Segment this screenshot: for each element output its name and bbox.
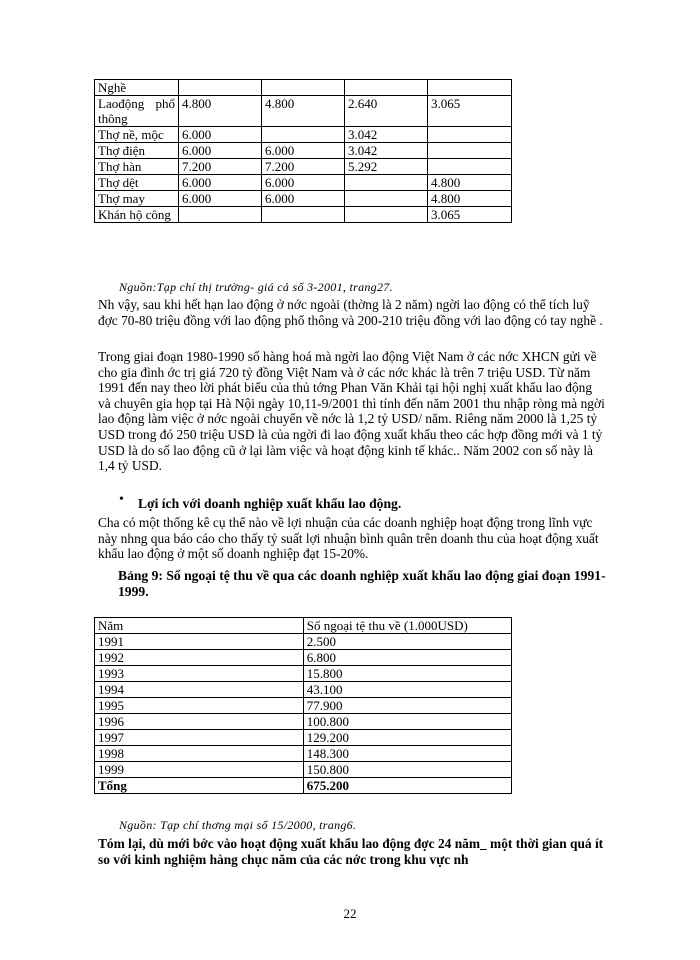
table2-title: Bảng 9: Số ngoại tệ thu về qua các doanh nghiệp xuất khẩu lao động giai đoạn 1991-1999. [118, 568, 606, 599]
paragraph-remittances: Trong giai đoạn 1980-1990 số hàng hoá mà ngời lao động Việt Nam ở các nớc XHCN gửi về cho gia đình ớc trị giá 720 tỷ đồng Việt Nam và ở các nớc khác là trên 7 triệu USD. Từ năm 1991 đến nay theo lời phát biểu của thủ tớng Phan Văn Khải tại hội nghị xuất khẩu lao động và chuyên gia họp tại Hà Nội ngày 10,11-9/2001 thì tính đến năm 2001 thu nhập ròng mà ngời lao động làm việc ở nớc ngoài chuyển về nớc là 1,2 tỷ USD/ năm. Riêng năm 2000 là 1,25 tỷ USD trong đó 250 triệu USD là của ngời đi lao động xuất khẩu theo các hợp đồng mới và 1 tỷ USD là do số lao động cũ ở lại làm việc và hoạt động kinh tế khác.. Năm 2002 con số này là 1,4 tỷ USD. [98, 349, 605, 474]
value-cell: 3.042 [345, 127, 428, 143]
value-cell: 6.000 [179, 175, 262, 191]
amount-cell: 43.100 [303, 682, 511, 698]
value-cell [345, 191, 428, 207]
value-cell: 6.000 [179, 191, 262, 207]
year-cell: 1996 [95, 714, 304, 730]
occupation-wage-table [94, 79, 512, 223]
occupation-cell: Nghề [95, 80, 179, 96]
table-row [95, 682, 512, 698]
value-cell: 3.065 [428, 96, 512, 127]
year-cell: 1995 [95, 698, 304, 714]
occupation-cell: Laođộng phổ thông [95, 96, 179, 127]
table-header-row [95, 618, 512, 634]
year-cell: 1992 [95, 650, 304, 666]
year-cell: Năm [95, 618, 304, 634]
year-cell: Tổng [95, 778, 304, 794]
value-cell: 7.200 [179, 159, 262, 175]
occupation-cell: Thợ dệt [95, 175, 179, 191]
year-cell: 1994 [95, 682, 304, 698]
value-cell: 3.065 [428, 207, 512, 223]
value-cell [262, 207, 345, 223]
amount-cell: Số ngoại tệ thu về (1.000USD) [303, 618, 511, 634]
year-cell: 1997 [95, 730, 304, 746]
table-row [95, 666, 512, 682]
table-row [95, 175, 512, 191]
amount-cell: 6.800 [303, 650, 511, 666]
value-cell: 6.000 [179, 143, 262, 159]
value-cell [428, 127, 512, 143]
paragraph-savings: Nh vậy, sau khi hết hạn lao động ở nớc ngoài (thờng là 2 năm) ngời lao động có thể tích luỹ đợc 70-80 triệu đồng với lao động phổ thông và 200-210 triệu đồng với lao động có tay nghề . [98, 297, 603, 328]
occupation-cell: Thợ hàn [95, 159, 179, 175]
value-cell: 4.800 [179, 96, 262, 127]
occupation-cell: Khán hộ công [95, 207, 179, 223]
year-cell: 1991 [95, 634, 304, 650]
table-row [95, 191, 512, 207]
value-cell [179, 80, 262, 96]
table-row [95, 80, 512, 96]
page-number: 22 [343, 906, 357, 921]
table-row [95, 746, 512, 762]
table-row [95, 127, 512, 143]
amount-cell: 150.800 [303, 762, 511, 778]
occupation-cell: Thợ may [95, 191, 179, 207]
value-cell [345, 207, 428, 223]
amount-cell: 675.200 [303, 778, 511, 794]
foreign-currency-table [94, 617, 512, 794]
value-cell [345, 175, 428, 191]
value-cell [262, 127, 345, 143]
year-cell: 1998 [95, 746, 304, 762]
year-cell: 1999 [95, 762, 304, 778]
value-cell [262, 80, 345, 96]
occupation-cell: Thợ nề, mộc [95, 127, 179, 143]
value-cell: 2.640 [345, 96, 428, 127]
amount-cell: 2.500 [303, 634, 511, 650]
value-cell: 4.800 [428, 191, 512, 207]
table-row [95, 698, 512, 714]
table-row [95, 730, 512, 746]
value-cell: 4.800 [428, 175, 512, 191]
value-cell: 5.292 [345, 159, 428, 175]
table-row [95, 762, 512, 778]
section-heading-enterprise-benefits: Lợi ích với doanh nghiệp xuất khẩu lao động. [138, 496, 402, 511]
bullet-icon: • [119, 492, 124, 507]
value-cell [345, 80, 428, 96]
table-row [95, 207, 512, 223]
table2-source: Nguồn: Tạp chí thơng mại số 15/2000, trang6. [119, 818, 357, 832]
table-total-row [95, 778, 512, 794]
value-cell [428, 159, 512, 175]
amount-cell: 148.300 [303, 746, 511, 762]
value-cell: 6.000 [262, 191, 345, 207]
table-row [95, 159, 512, 175]
amount-cell: 129.200 [303, 730, 511, 746]
value-cell [428, 143, 512, 159]
paragraph-profit: Cha có một thống kê cụ thể nào về lợi nhuận của các doanh nghiệp hoạt động trong lĩnh vực này nhng qua báo cáo cho thấy tỷ suất lợi nhuận bình quân trên doanh thu của hoạt động xuất khẩu lao động ở một số doanh nghiệp đạt 15-20%. [98, 515, 599, 562]
amount-cell: 100.800 [303, 714, 511, 730]
value-cell: 7.200 [262, 159, 345, 175]
value-cell: 6.000 [179, 127, 262, 143]
table1-source: Nguồn:Tạp chí thị trường- giá cả số 3-2001, trang27. [119, 280, 393, 294]
value-cell: 6.000 [262, 143, 345, 159]
table-row [95, 634, 512, 650]
value-cell [179, 207, 262, 223]
table-row [95, 96, 512, 127]
value-cell: 3.042 [345, 143, 428, 159]
table-row [95, 143, 512, 159]
table-row [95, 714, 512, 730]
paragraph-conclusion: Tóm lại, dù mới bớc vào hoạt động xuất khẩu lao động đợc 24 năm_ một thời gian quá ít so với kinh nghiệm hàng chục năm của các nớc trong khu vực nh [98, 836, 604, 867]
occupation-cell: Thợ điện [95, 143, 179, 159]
value-cell [428, 80, 512, 96]
year-cell: 1993 [95, 666, 304, 682]
table-row [95, 650, 512, 666]
value-cell: 6.000 [262, 175, 345, 191]
value-cell: 4.800 [262, 96, 345, 127]
amount-cell: 77.900 [303, 698, 511, 714]
amount-cell: 15.800 [303, 666, 511, 682]
